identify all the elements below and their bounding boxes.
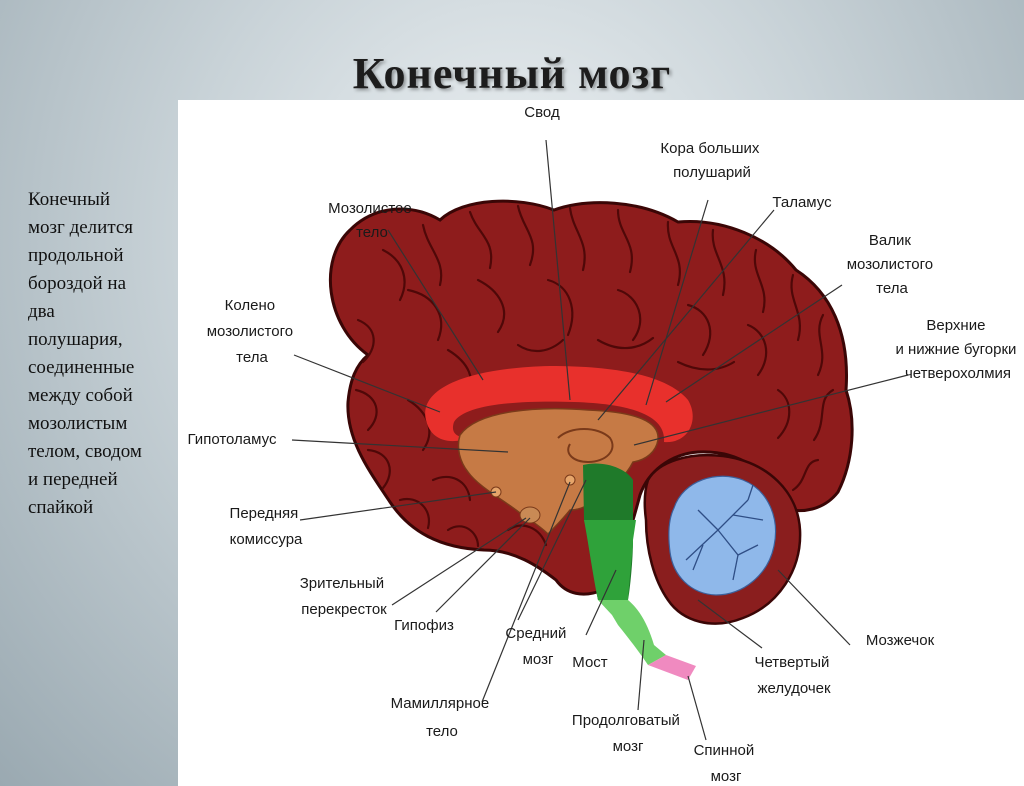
label-gipotalamus <box>188 431 277 448</box>
description-line: полушария, <box>28 329 123 350</box>
description-line: мозолистым <box>28 413 128 434</box>
label-line: Таламус <box>772 194 832 211</box>
diagram-panel <box>178 100 1024 786</box>
label-zritelny-perekrestok <box>300 575 389 618</box>
description-line: и передней <box>28 469 118 490</box>
description-line: Конечный <box>28 189 111 210</box>
label-line: Передняя <box>229 505 299 522</box>
medulla <box>598 600 666 665</box>
label-mamillyarnoe-telo <box>391 695 494 740</box>
label-line: четверохолмия <box>904 365 1012 382</box>
description-line: два <box>28 301 55 322</box>
label-mozzhechok <box>866 632 935 649</box>
label-line: Спинной <box>693 742 755 759</box>
label-line: тела <box>236 349 268 366</box>
description-line: телом, сводом <box>28 441 142 462</box>
label-line: Четвертый <box>754 654 830 671</box>
label-most <box>572 654 608 671</box>
label-spinnoy-mozg <box>694 742 759 785</box>
label-line: Гипотоламус <box>187 431 277 448</box>
label-line: мозг <box>612 738 644 755</box>
label-line: Колено <box>224 297 276 314</box>
label-chetverty-zheludochek <box>754 654 833 697</box>
label-line: Средний <box>505 625 567 642</box>
label-line: Мост <box>572 654 608 671</box>
label-line: Верхние <box>926 317 986 334</box>
label-line: желудочек <box>757 680 831 697</box>
label-line: полушарий <box>673 164 751 181</box>
label-bugorki <box>895 317 1020 382</box>
label-line: Продолговатый <box>571 712 680 729</box>
label-line: мозолистого <box>846 256 934 273</box>
description-text <box>28 186 180 522</box>
label-line: Мамиллярное <box>390 695 490 712</box>
description-line: бороздой на <box>28 273 127 294</box>
label-line: Кора больших <box>660 140 760 157</box>
description-line: между собой <box>28 385 133 406</box>
description-line: мозг делится <box>28 217 134 238</box>
description-line: продольной <box>28 245 124 266</box>
label-line: комиссура <box>229 531 303 548</box>
label-prodolgovaty-mozg <box>572 712 684 755</box>
label-valik <box>847 232 938 297</box>
label-line: Валик <box>868 232 911 249</box>
description-line: соединенные <box>28 357 135 378</box>
label-line: тело <box>356 224 388 241</box>
label-line: Мозолистое <box>328 200 412 217</box>
label-line: мозг <box>522 651 554 668</box>
label-kora <box>660 140 763 181</box>
label-line: тело <box>426 723 458 740</box>
label-sredny-mozg <box>505 625 570 668</box>
label-talamus <box>772 194 832 211</box>
label-line: Зрительный <box>299 575 385 592</box>
label-line: Свод <box>524 104 560 121</box>
label-line: перекресток <box>301 601 387 618</box>
brain-diagram <box>178 100 1024 786</box>
label-gipofiz <box>394 617 454 634</box>
label-line: Мозжечок <box>865 632 935 649</box>
label-perednyaya-komissura <box>230 505 304 548</box>
label-line: Гипофиз <box>394 617 454 634</box>
slide-title: Конечный мозг <box>352 49 672 98</box>
label-line: мозолистого <box>206 323 294 340</box>
description-line: спайкой <box>28 497 94 518</box>
label-line: и нижние бугорки <box>895 341 1017 358</box>
label-svod <box>524 104 560 121</box>
label-line: тела <box>876 280 908 297</box>
label-line: мозг <box>710 768 742 785</box>
label-koleno <box>207 297 298 366</box>
